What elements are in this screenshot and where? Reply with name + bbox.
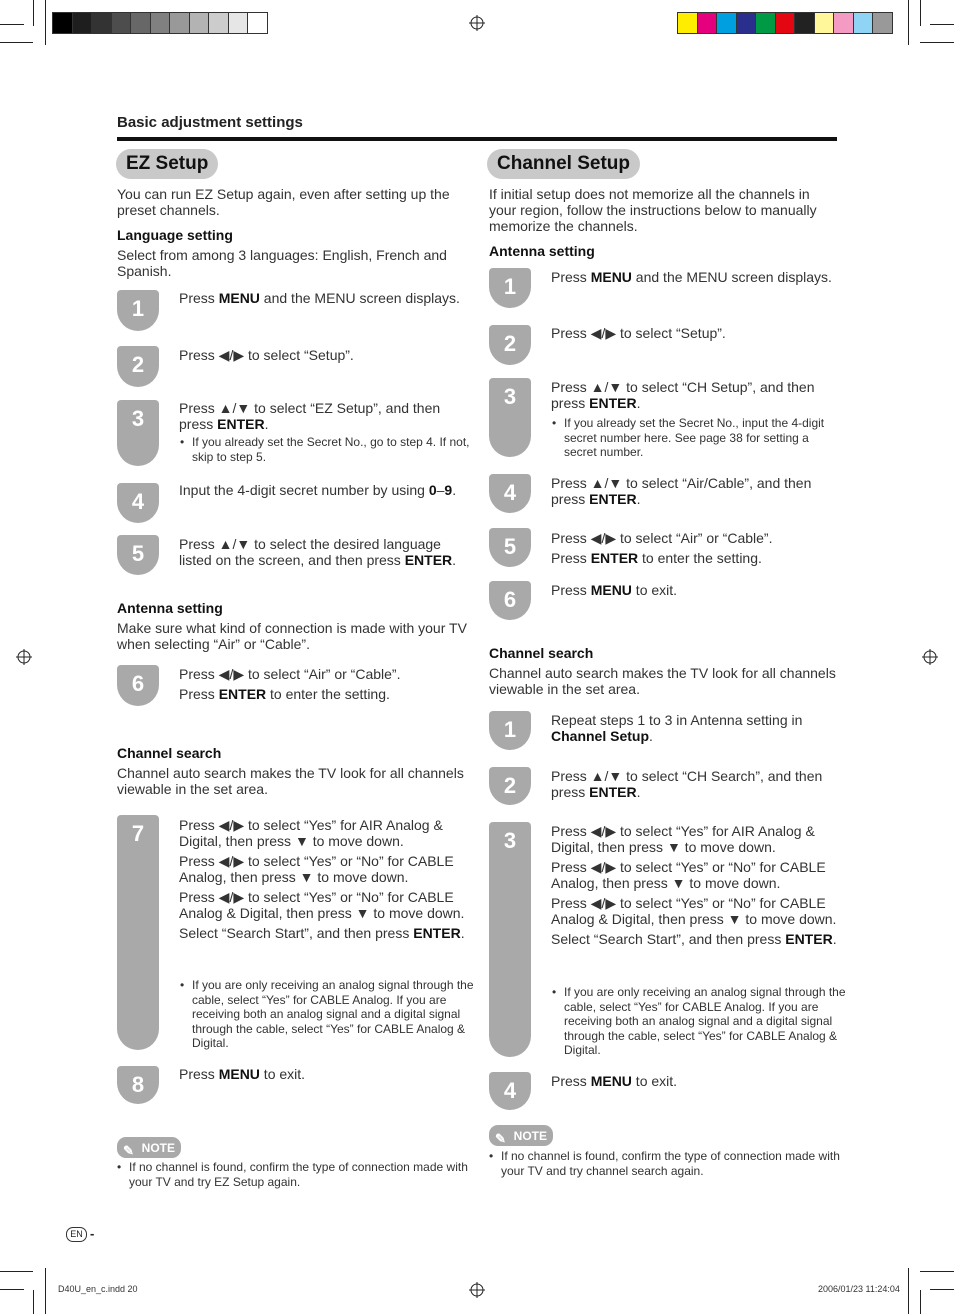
step-text: Press MENU to exit.	[551, 582, 678, 598]
step-note: • If you are only receiving an analog signal through the cable, select “Yes” for CABLE Analog. If you are receiving both an analog signal and a digital signal through the cable, select “Yes” for CABLE Analog & Digital.	[552, 985, 850, 1058]
gray-swatch	[91, 12, 112, 34]
color-swatch	[794, 12, 815, 34]
print-date: 2006/01/23 11:24:04	[818, 1284, 900, 1294]
color-calibration-bar	[677, 12, 892, 34]
step-badge: 6	[489, 581, 531, 620]
color-swatch	[697, 12, 718, 34]
step-text: Press MENU and the MENU screen displays.	[179, 290, 460, 306]
step-badge: 4	[489, 474, 531, 513]
step-text: Press MENU to exit.	[179, 1066, 306, 1082]
crop-mark	[920, 1271, 954, 1272]
section-title: Basic adjustment settings	[117, 114, 303, 131]
crop-mark	[0, 24, 24, 25]
crop-mark	[33, 1290, 34, 1314]
gray-swatch	[72, 12, 93, 34]
step-badge: 2	[117, 346, 159, 387]
step-text: Press ◀/▶ to select “Air” or “Cable”. Press ENTER to enter the setting.	[179, 666, 401, 702]
color-swatch	[716, 12, 737, 34]
crop-mark	[0, 42, 33, 43]
step-badge: 4	[489, 1072, 531, 1110]
step-note: • If you already set the Secret No., go to step 4. If not, skip to step 5.	[180, 435, 475, 464]
registration-mark-icon	[16, 649, 32, 665]
gray-swatch	[208, 12, 229, 34]
pencil-icon: ✎	[123, 1143, 134, 1158]
step-text: Press ◀/▶ to select “Yes” for AIR Analog & Digital, then press ▼ to move down. Press ◀/▶ to select “Yes” or “No” for CABLE Analog, then press ▼ to move down. Press ◀/▶ to select “Yes” or “No” for CABLE Analog & Digital, then press ▼ to move down. Select “Search Start”, and then press ENTER.	[551, 823, 837, 947]
step-text: Press ◀/▶ to select “Air” or “Cable”. Press ENTER to enter the setting.	[551, 530, 773, 566]
step-text: Press ▲/▼ to select “EZ Setup”, and then press ENTER.	[179, 400, 441, 432]
antenna-setting-heading: Antenna setting	[117, 600, 223, 616]
crop-mark	[920, 1290, 921, 1314]
antenna-setting-text: Make sure what kind of connection is made with your TV when selecting “Air” or “Cable”.	[117, 620, 467, 652]
step-badge: 1	[489, 268, 531, 308]
step-text: Press ▲/▼ to select “Air/Cable”, and then press ENTER.	[551, 475, 812, 507]
ez-intro: You can run EZ Setup again, even after setting up the preset channels.	[117, 186, 450, 218]
registration-mark-icon	[922, 649, 938, 665]
note-label: ✎ NOTE	[489, 1125, 553, 1146]
note-text: • If no channel is found, confirm the type of connection made with your TV and try channel search again.	[489, 1149, 851, 1178]
gray-swatch	[150, 12, 171, 34]
step-text: Input the 4-digit secret number by using 0–9.	[179, 482, 457, 498]
color-swatch	[736, 12, 757, 34]
step-text: Repeat steps 1 to 3 in Antenna setting in Channel Setup.	[551, 712, 803, 744]
step-badge: 7	[117, 815, 159, 1050]
step-text: Press MENU and the MENU screen displays.	[551, 269, 832, 285]
channel-setup-title: Channel Setup	[487, 149, 640, 179]
header-rule	[117, 137, 837, 141]
grayscale-calibration-bar	[52, 12, 267, 34]
crop-mark	[920, 42, 954, 43]
note-label: ✎ NOTE	[117, 1137, 181, 1158]
step-text: Press ◀/▶ to select “Yes” for AIR Analog & Digital, then press ▼ to move down. Press ◀/▶ to select “Yes” or “No” for CABLE Analog, then press ▼ to move down. Press ◀/▶ to select “Yes” or “No” for CABLE Analog & Digital, then press ▼ to move down. Select “Search Start”, and then press ENTER.	[179, 817, 465, 941]
crop-mark	[908, 1268, 909, 1314]
channel-search-heading: Channel search	[489, 645, 594, 661]
channel-search-text: Channel auto search makes the TV look for all channels viewable in the set area.	[117, 765, 464, 797]
gray-swatch	[52, 12, 73, 34]
gray-swatch	[111, 12, 132, 34]
step-note: • If you are only receiving an analog signal through the cable, select “Yes” for CABLE Analog. If you are receiving both an analog signal and a digital signal through the cable, select “Yes” for CABLE Analog & Digital.	[180, 978, 477, 1051]
gray-swatch	[169, 12, 190, 34]
language-setting-text: Select from among 3 languages: English, French and Spanish.	[117, 247, 447, 279]
crop-mark	[930, 1289, 954, 1290]
color-swatch	[853, 12, 874, 34]
crop-mark	[33, 0, 34, 26]
crop-mark	[908, 0, 909, 45]
crop-mark	[45, 0, 46, 45]
ez-setup-title: EZ Setup	[116, 149, 218, 179]
registration-mark-icon	[469, 15, 485, 31]
step-badge: 1	[117, 290, 159, 331]
crop-mark	[45, 1268, 46, 1314]
gray-swatch	[130, 12, 151, 34]
file-name: D40U_en_c.indd 20	[58, 1284, 138, 1294]
pencil-icon: ✎	[495, 1131, 506, 1146]
language-badge: EN	[66, 1227, 87, 1242]
crop-mark	[930, 24, 954, 25]
color-swatch	[775, 12, 796, 34]
step-text: Press ▲/▼ to select “CH Setup”, and then press ENTER.	[551, 379, 815, 411]
step-badge: 3	[117, 400, 159, 466]
antenna-setting-heading: Antenna setting	[489, 243, 595, 259]
step-text: Press ◀/▶ to select “Setup”.	[551, 325, 726, 341]
channel-setup-intro: If initial setup does not memorize all the channels in your region, follow the instructions below to manually memorize the channels.	[489, 186, 817, 234]
color-swatch	[677, 12, 698, 34]
step-badge: 4	[117, 483, 159, 523]
step-badge: 5	[117, 535, 159, 575]
step-text: Press ▲/▼ to select the desired language listed on the screen, and then press ENTER.	[179, 536, 457, 568]
step-badge: 5	[489, 528, 531, 567]
gray-swatch	[247, 12, 268, 34]
step-note: • If you already set the Secret No., input the 4-digit secret number here. See page 38 for setting a secret number.	[552, 416, 832, 460]
color-swatch	[814, 12, 835, 34]
step-badge: 3	[489, 378, 531, 457]
channel-search-heading: Channel search	[117, 745, 222, 761]
step-badge: 8	[117, 1066, 159, 1104]
crop-mark	[0, 1289, 24, 1290]
page-dash: -	[90, 1226, 95, 1241]
crop-mark	[920, 0, 921, 26]
color-swatch	[755, 12, 776, 34]
step-badge: 6	[117, 665, 159, 706]
channel-search-text: Channel auto search makes the TV look for all channels viewable in the set area.	[489, 665, 836, 697]
step-badge: 2	[489, 325, 531, 365]
step-badge: 3	[489, 822, 531, 1057]
step-text: Press ◀/▶ to select “Setup”.	[179, 347, 354, 363]
language-setting-heading: Language setting	[117, 227, 233, 243]
crop-mark	[0, 1271, 33, 1272]
step-badge: 2	[489, 767, 531, 805]
gray-swatch	[189, 12, 210, 34]
registration-mark-icon	[469, 1282, 485, 1298]
step-badge: 1	[489, 711, 531, 750]
step-text: Press MENU to exit.	[551, 1073, 678, 1089]
step-text: Press ▲/▼ to select “CH Search”, and then press ENTER.	[551, 768, 823, 800]
gray-swatch	[228, 12, 249, 34]
color-swatch	[872, 12, 893, 34]
note-text: • If no channel is found, confirm the type of connection made with your TV and try EZ Setup again.	[117, 1160, 479, 1189]
color-swatch	[833, 12, 854, 34]
